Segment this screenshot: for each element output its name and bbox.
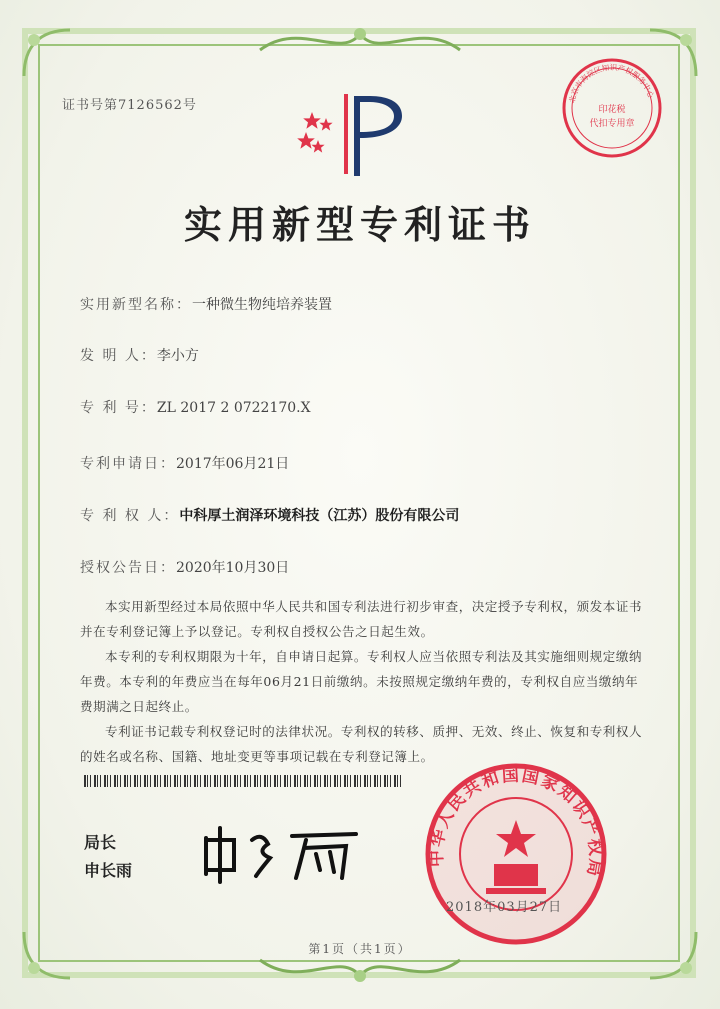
field-value: 2017年06月21日 (176, 456, 290, 472)
top-ornament-icon (250, 20, 470, 60)
field-label: 专利申请日： (80, 456, 176, 472)
handwritten-signature-icon (196, 818, 366, 888)
certificate-title: 实用新型专利证书 (183, 202, 536, 247)
field-value: ZL 2017 2 0722170.X (156, 400, 311, 416)
official-seal-icon (424, 762, 608, 946)
certificate-number: 证书号第7126562号 (62, 98, 197, 113)
small-seal-line1: 印花税 (598, 105, 626, 115)
field-application-date (80, 453, 289, 473)
corner-ornament-icon (20, 26, 76, 82)
body-paragraph: 本专利的专利权期限为十年，自申请日起算。专利权人应当依照专利法及其实施细则规定缴纳年费。本专利的年费应当在每年06月21日前缴纳。未按照规定缴纳年费的，专利权自应当缴纳年费期满之日起终止。 (80, 649, 643, 714)
seal-date: 2018年03月27日 (446, 900, 563, 915)
field-label: 专 利 号： (80, 400, 157, 416)
field-value: 2020年10月30日 (176, 560, 290, 576)
small-seal-line2: 代扣专用章 (589, 119, 635, 129)
patent-office-logo-icon (296, 88, 416, 178)
field-name (80, 294, 332, 314)
field-patent-number (80, 397, 311, 417)
svg-text:北京市海淀区知识产权服务中心 (566, 62, 655, 104)
barcode-icon (84, 775, 404, 787)
small-seal-ring-text: 北京市海淀区知识产权服务中心 (567, 62, 656, 104)
field-inventor (80, 345, 199, 365)
page-number: 第1页（共1页） (308, 942, 412, 956)
field-label: 专 利 权 人： (80, 508, 180, 524)
field-value: 李小方 (156, 348, 199, 364)
field-label: 发 明 人： (80, 348, 157, 364)
field-label: 实用新型名称： (80, 297, 192, 313)
signatory-role: 局长 (84, 833, 117, 852)
seal-ring-text: 中华人民共和国国家知识产权局 (426, 765, 606, 880)
body-paragraph: 专利证书记载专利权登记时的法律状况。专利权的转移、质押、无效、终止、恢复和专利权人的姓名或名称、国籍、地址变更等事项记载在专利登记簿上。 (80, 724, 643, 764)
signatory-name: 申长雨 (84, 861, 133, 880)
certificate-body (80, 594, 648, 769)
field-value: 一种微生物纯培养装置 (192, 297, 332, 313)
field-value: 中科厚土润泽环境科技（江苏）股份有限公司 (179, 508, 460, 524)
body-paragraph: 本实用新型经过本局依照中华人民共和国专利法进行初步审查，决定授予专利权，颁发本证书并在专利登记簿上予以登记。专利权自授权公告之日起生效。 (80, 599, 643, 639)
field-label: 授权公告日： (80, 560, 176, 576)
tax-stamp-seal-icon (560, 56, 664, 160)
field-grant-date (80, 557, 289, 577)
field-patentee (80, 505, 459, 525)
